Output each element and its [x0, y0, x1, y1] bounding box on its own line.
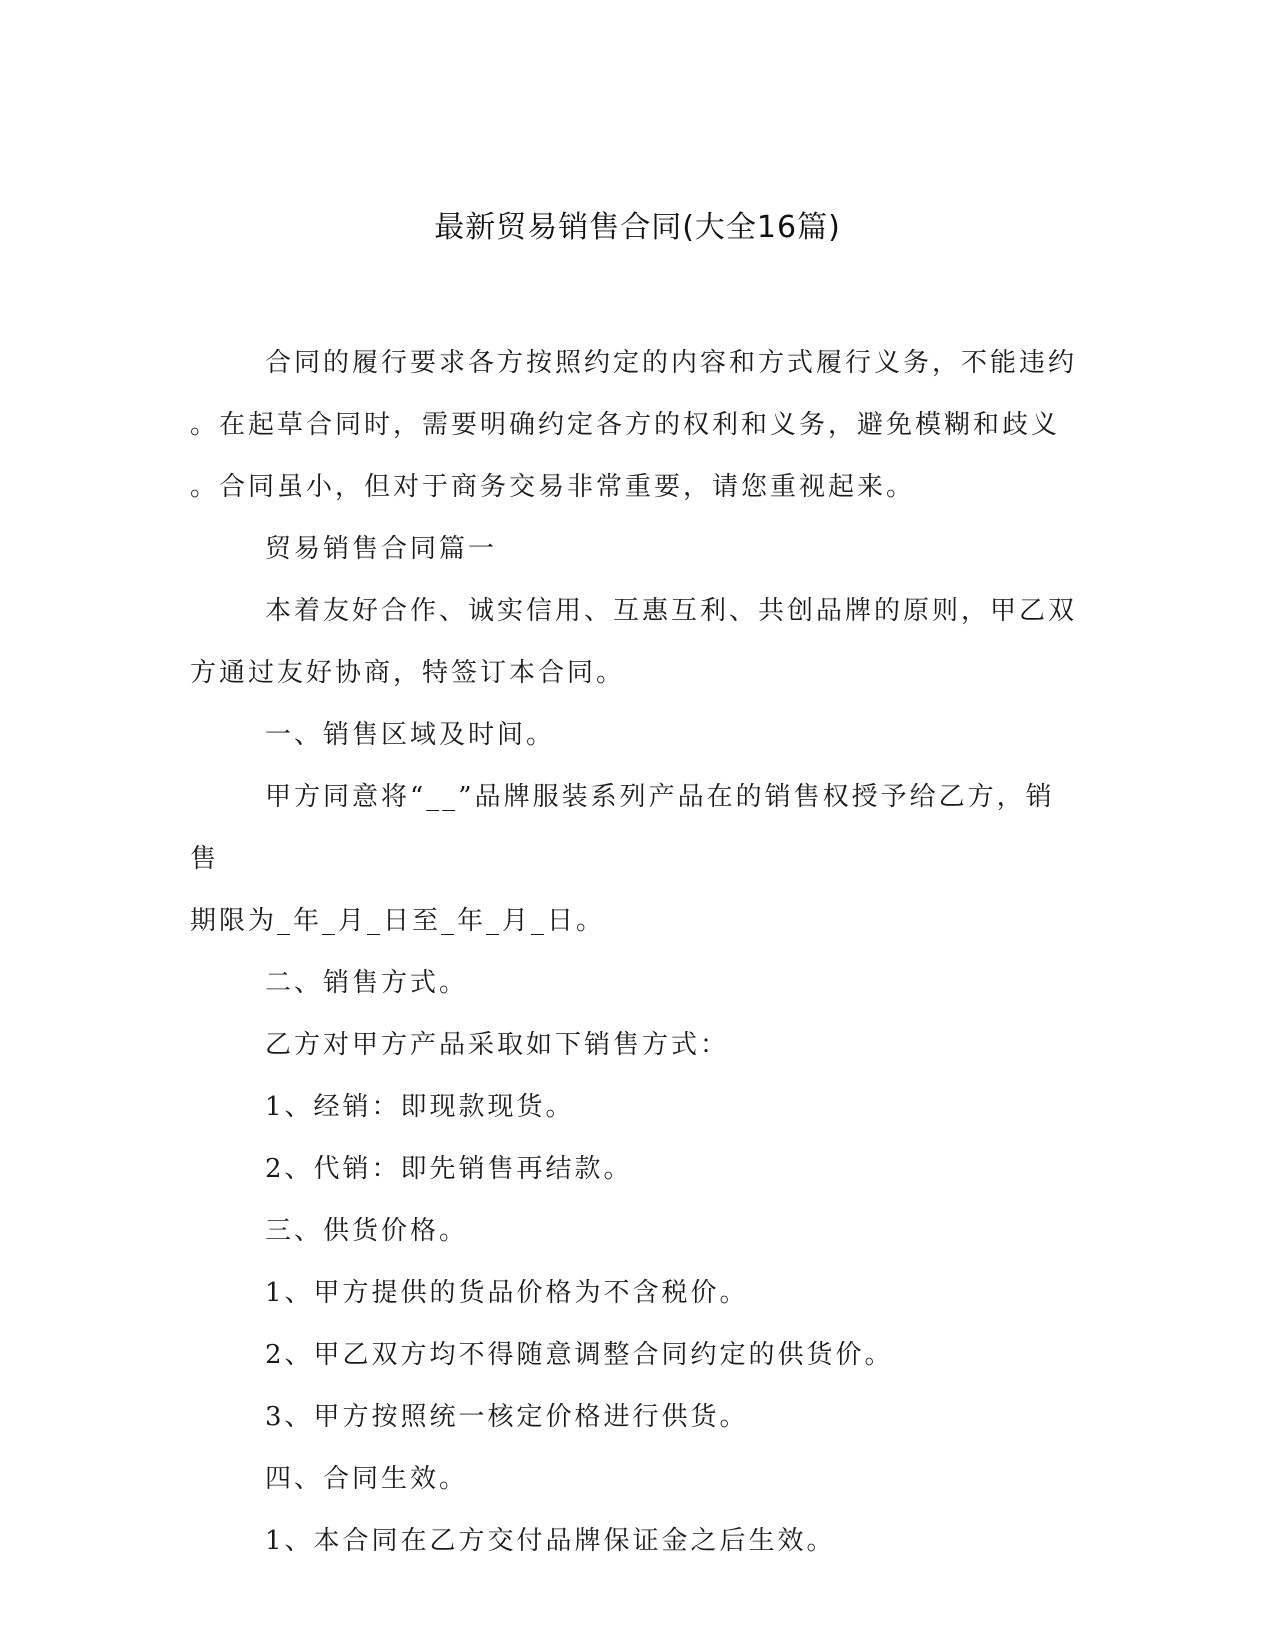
clause-3-item: 1、甲方提供的货品价格为不含税价。 [265, 1278, 749, 1308]
clause-1-line: 甲方同意将“__”品牌服装系列产品在的销售权授予给乙方，销售 [190, 782, 1055, 874]
principle-line: 本着友好合作、诚实信用、互惠互利、共创品牌的原则，甲乙双 [265, 596, 1078, 626]
clause-3-item: 3、甲方按照统一核定价格进行供货。 [265, 1402, 749, 1432]
clause-2-intro: 乙方对甲方产品采取如下销售方式： [265, 1030, 730, 1060]
document-body [190, 332, 1080, 1572]
document-title: 最新贸易销售合同(大全16篇) [434, 210, 841, 245]
clause-4-item: 1、本合同在乙方交付品牌保证金之后生效。 [265, 1526, 836, 1556]
intro-line: 。合同虽小，但对于商务交易非常重要，请您重视起来。 [190, 472, 916, 502]
intro-paragraph [190, 332, 1080, 518]
intro-line: 。在起草合同时，需要明确约定各方的权利和义务，避免模糊和歧义 [190, 410, 1061, 440]
intro-line: 合同的履行要求各方按照约定的内容和方式履行义务，不能违约 [265, 348, 1078, 378]
clause-2-item: 2、代销：即先销售再结款。 [265, 1154, 633, 1184]
section-heading: 贸易销售合同篇一 [265, 534, 498, 564]
principle-paragraph [190, 580, 1080, 704]
clause-2-heading: 二、销售方式。 [265, 968, 469, 998]
clause-1-line: 期限为_年_月_日至_年_月_日。 [190, 906, 606, 936]
clause-1-paragraph [190, 766, 1080, 952]
clause-3-heading: 三、供货价格。 [265, 1216, 469, 1246]
clause-4-heading: 四、合同生效。 [265, 1464, 469, 1494]
principle-line: 方通过友好协商，特签订本合同。 [190, 658, 626, 688]
clause-2-item: 1、经销：即现款现货。 [265, 1092, 575, 1122]
clause-1-heading: 一、销售区域及时间。 [265, 720, 556, 750]
clause-3-item: 2、甲乙双方均不得随意调整合同约定的供货价。 [265, 1340, 894, 1370]
